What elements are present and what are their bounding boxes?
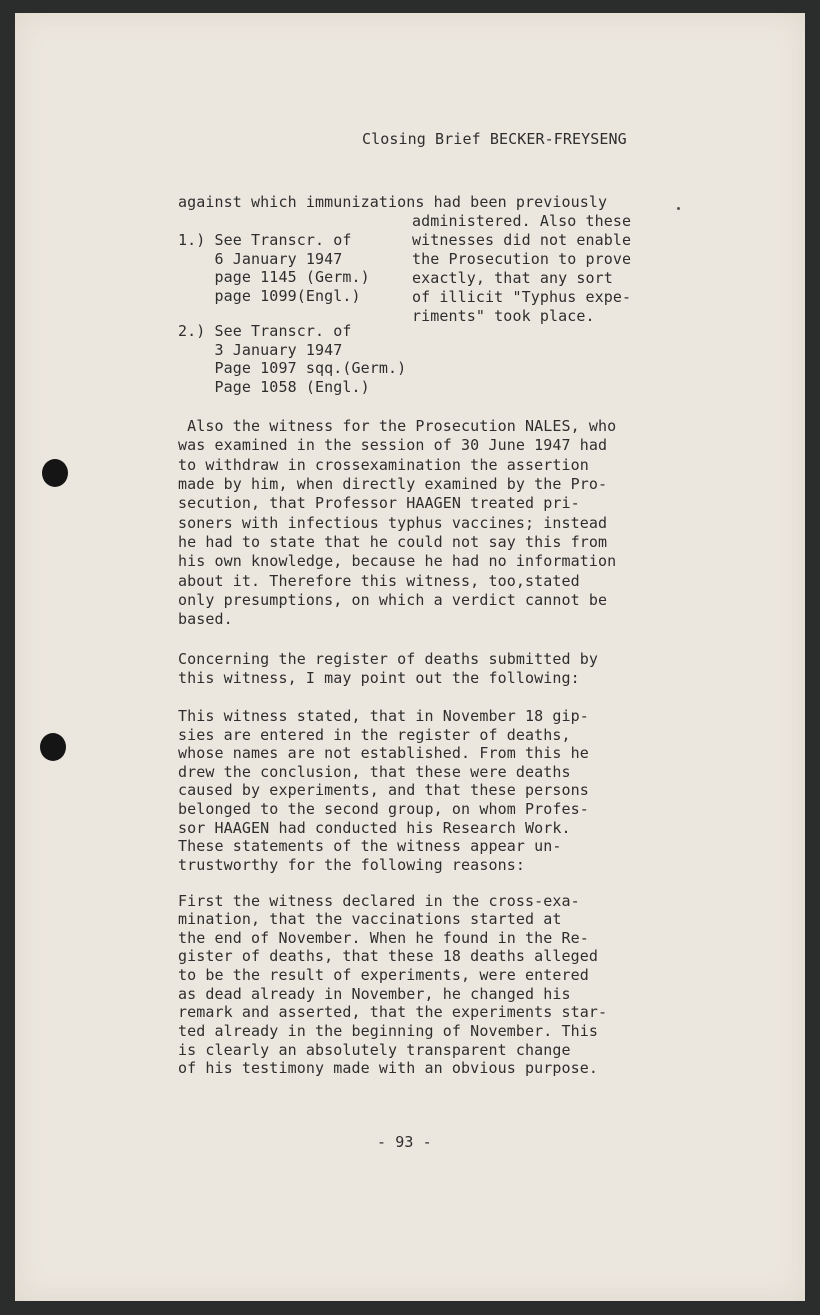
paragraph-line: These statements of the witness appear un- <box>178 837 562 855</box>
paragraph-line: sor HAAGEN had conducted his Research Work. <box>178 819 571 837</box>
paragraph-line: soners with infectious typhus vaccines; instead <box>178 514 608 532</box>
footnote-line: Page 1097 sqq.(Germ.) <box>178 359 407 377</box>
paragraph-line: drew the conclusion, that these were deaths <box>178 763 571 781</box>
paragraph-line: First the witness declared in the cross-exa- <box>178 892 580 910</box>
right-column-line: administered. Also these <box>412 212 632 230</box>
right-column-line: witnesses did not enable <box>412 231 632 249</box>
continuation-line: against which immunizations had been previously <box>178 193 608 211</box>
paragraph-line: ted already in the beginning of November. This <box>178 1022 599 1040</box>
paragraph-line: this witness, I may point out the following: <box>178 669 580 687</box>
footnote-line: 3 January 1947 <box>178 341 343 359</box>
right-column-line: exactly, that any sort <box>412 269 613 287</box>
paragraph-line: is clearly an absolutely transparent change <box>178 1041 571 1059</box>
paragraph-line: he had to state that he could not say this from <box>178 533 608 551</box>
paragraph-line: sies are entered in the register of deaths, <box>178 726 571 744</box>
paragraph-line: to withdraw in crossexamination the assertion <box>178 456 589 474</box>
page-header: Closing Brief BECKER-FREYSENG <box>362 130 627 148</box>
footnote-line: 1.) See Transcr. of <box>178 231 352 249</box>
paragraph-line: his own knowledge, because he had no information <box>178 552 617 570</box>
paragraph-line: made by him, when directly examined by the Pro- <box>178 475 608 493</box>
footnote-line: Page 1058 (Engl.) <box>178 378 370 396</box>
punch-hole-bottom <box>40 733 66 761</box>
paragraph-line: was examined in the session of 30 June 1947 had <box>178 436 608 454</box>
footnote-line: page 1099(Engl.) <box>178 287 361 305</box>
right-column-line: riments" took place. <box>412 307 595 325</box>
paragraph-line: trustworthy for the following reasons: <box>178 856 525 874</box>
paragraph-line: secution, that Professor HAAGEN treated pri- <box>178 494 580 512</box>
footnote-line: 2.) See Transcr. of <box>178 322 352 340</box>
paragraph-line: of his testimony made with an obvious purpose. <box>178 1059 599 1077</box>
paragraph-line: Concerning the register of deaths submitted by <box>178 650 599 668</box>
paragraph-line: remark and asserted, that the experiments star- <box>178 1003 608 1021</box>
paragraph-line: about it. Therefore this witness, too,stated <box>178 572 580 590</box>
right-column-line: the Prosecution to prove <box>412 250 632 268</box>
paper-speck <box>677 207 680 210</box>
paragraph-line: mination, that the vaccinations started at <box>178 910 562 928</box>
paragraph-line: to be the result of experiments, were entered <box>178 966 589 984</box>
paragraph-line: Also the witness for the Prosecution NALES, who <box>178 417 617 435</box>
right-column-line: of illicit "Typhus expe- <box>412 288 632 306</box>
paragraph-line: gister of deaths, that these 18 deaths alleged <box>178 947 599 965</box>
paragraph-line: based. <box>178 610 233 628</box>
paragraph-line: whose names are not established. From this he <box>178 744 589 762</box>
paragraph-line: only presumptions, on which a verdict cannot be <box>178 591 608 609</box>
footnote-line: page 1145 (Germ.) <box>178 268 370 286</box>
punch-hole-top <box>42 459 68 487</box>
paragraph-line: belonged to the second group, on whom Profes- <box>178 800 589 818</box>
paragraph-line: as dead already in November, he changed his <box>178 985 571 1003</box>
paragraph-line: caused by experiments, and that these persons <box>178 781 589 799</box>
paragraph-line: the end of November. When he found in the Re- <box>178 929 589 947</box>
page-number: - 93 - <box>377 1133 432 1151</box>
footnote-line: 6 January 1947 <box>178 250 343 268</box>
paragraph-line: This witness stated, that in November 18 gip- <box>178 707 589 725</box>
